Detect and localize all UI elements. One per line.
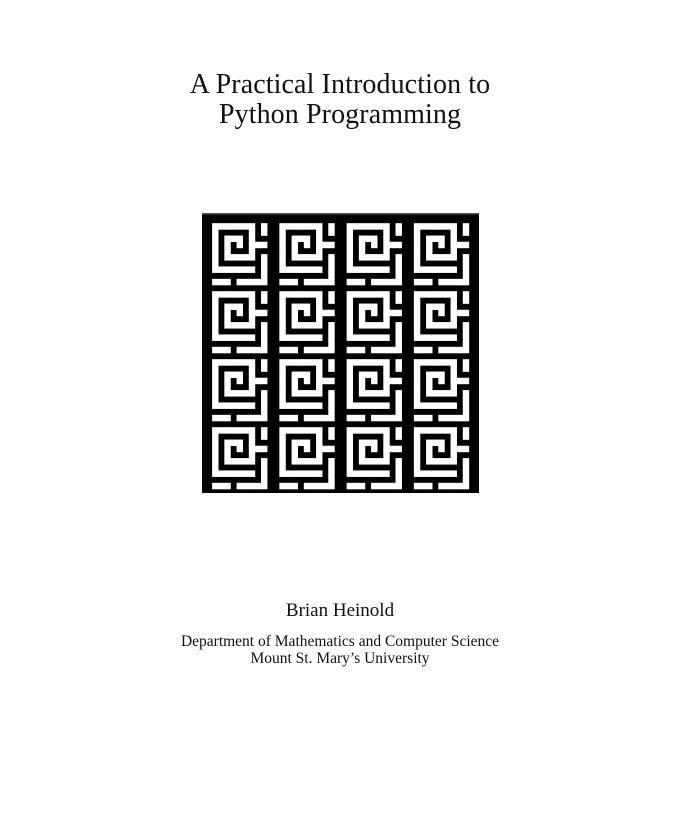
author [0, 600, 680, 622]
maze-top-rule [202, 213, 479, 215]
affiliation [0, 633, 680, 667]
book-title-line-2: Python Programming [218, 99, 462, 130]
university-name: Mount St. Mary’s University [250, 650, 430, 667]
maze-pattern-icon [202, 213, 479, 493]
book-title-line-1: A Practical Introduction to [189, 69, 491, 100]
author-name: Brian Heinold [285, 600, 395, 621]
book-title [0, 70, 680, 130]
department-name: Department of Mathematics and Computer Science [180, 633, 500, 650]
